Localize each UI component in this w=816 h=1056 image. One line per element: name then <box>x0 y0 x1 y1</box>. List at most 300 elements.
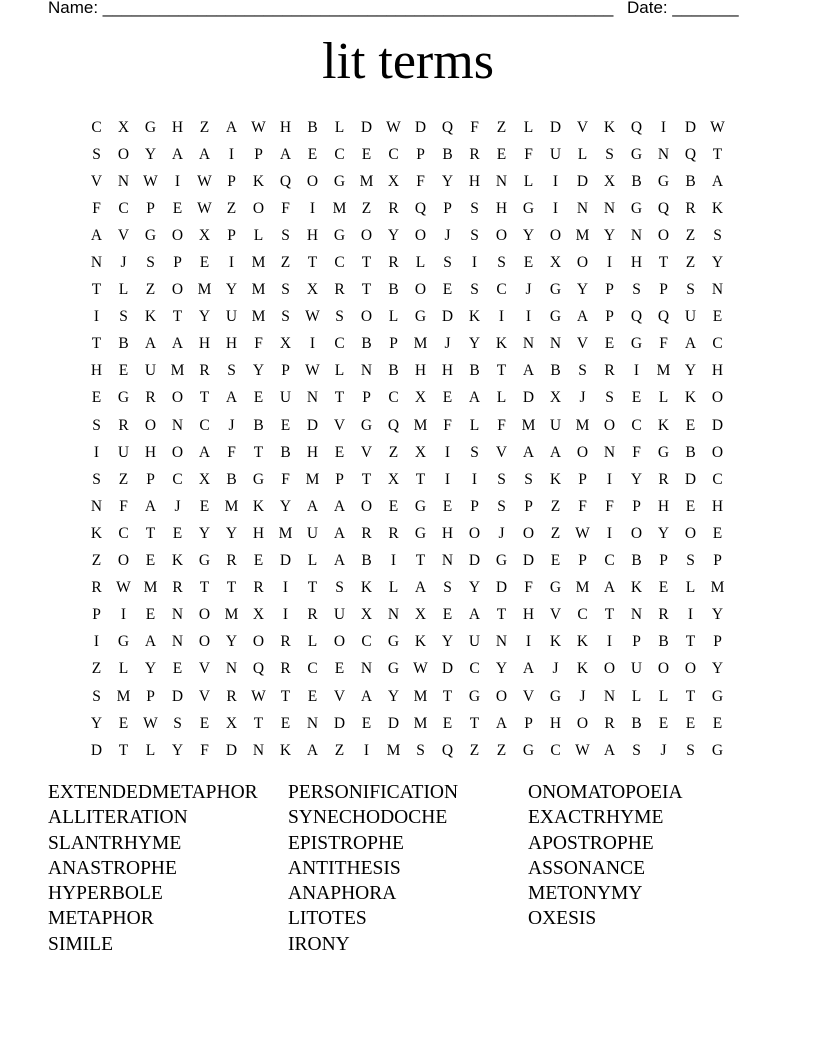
grid-letter: P <box>227 172 236 190</box>
word-bank-item: SYNECHODOCHE <box>288 807 448 829</box>
grid-row <box>83 195 731 222</box>
grid-letter: E <box>361 145 372 163</box>
grid-letter: U <box>684 308 697 326</box>
grid-letter: Y <box>279 497 292 515</box>
grid-letter: D <box>225 741 238 759</box>
grid-letter: Q <box>414 199 427 217</box>
grid-letter: A <box>90 226 103 244</box>
grid-letter: I <box>444 443 451 461</box>
grid-letter: F <box>632 443 641 461</box>
grid-letter: L <box>631 687 642 705</box>
grid-letter: T <box>226 579 237 597</box>
grid-letter: E <box>199 254 210 272</box>
grid-letter: T <box>307 579 318 597</box>
grid-letter: T <box>604 606 615 624</box>
grid-letter: E <box>658 579 669 597</box>
grid-letter: D <box>306 416 319 434</box>
grid-letter: N <box>360 362 373 380</box>
grid-row <box>83 249 731 276</box>
grid-letter: A <box>549 443 562 461</box>
grid-letter: K <box>576 633 589 651</box>
grid-letter: Y <box>144 145 157 163</box>
grid-letter: I <box>498 308 505 326</box>
grid-letter: A <box>225 118 238 136</box>
grid-letter: V <box>117 226 130 244</box>
grid-letter: H <box>711 362 724 380</box>
grid-letter: P <box>578 552 587 570</box>
grid-letter: H <box>441 362 454 380</box>
grid-letter: E <box>442 497 453 515</box>
grid-letter: I <box>228 145 235 163</box>
grid-letter: E <box>712 308 723 326</box>
grid-letter: V <box>495 443 508 461</box>
grid-letter: N <box>90 254 103 272</box>
grid-letter: U <box>117 443 130 461</box>
grid-letter: O <box>684 524 697 542</box>
grid-letter: S <box>119 308 128 326</box>
grid-letter: L <box>523 118 534 136</box>
grid-letter: W <box>710 118 725 136</box>
word-bank-item: APOSTROPHE <box>528 832 654 854</box>
grid-letter: E <box>361 714 372 732</box>
grid-letter: L <box>523 172 534 190</box>
grid-letter: O <box>657 226 670 244</box>
grid-letter: C <box>172 470 183 488</box>
grid-letter: D <box>549 118 562 136</box>
grid-letter: K <box>549 470 562 488</box>
grid-letter: Y <box>711 606 724 624</box>
grid-letter: S <box>713 226 722 244</box>
grid-letter: E <box>550 552 561 570</box>
grid-letter: K <box>144 308 157 326</box>
grid-row <box>83 493 731 520</box>
grid-letter: S <box>578 362 587 380</box>
grid-letter: O <box>171 226 184 244</box>
grid-letter: F <box>470 118 479 136</box>
grid-letter: E <box>604 335 615 353</box>
grid-letter: X <box>279 335 292 353</box>
grid-letter: R <box>280 660 291 678</box>
grid-letter: G <box>387 633 400 651</box>
grid-letter: S <box>92 416 101 434</box>
grid-letter: O <box>630 524 643 542</box>
grid-letter: D <box>441 308 454 326</box>
grid-letter: R <box>658 606 669 624</box>
grid-letter: V <box>576 118 589 136</box>
grid-letter: E <box>118 362 129 380</box>
grid-letter: M <box>224 497 239 515</box>
grid-letter: Y <box>441 172 454 190</box>
grid-letter: Y <box>225 633 238 651</box>
grid-letter: F <box>281 199 290 217</box>
grid-letter: A <box>306 741 319 759</box>
grid-letter: H <box>225 335 238 353</box>
grid-row <box>83 656 731 683</box>
grid-letter: G <box>495 552 508 570</box>
grid-letter: O <box>657 660 670 678</box>
grid-letter: F <box>578 497 587 515</box>
grid-letter: J <box>552 660 559 678</box>
page-title: lit terms <box>322 33 494 90</box>
grid-letter: B <box>631 172 642 190</box>
grid-letter: Z <box>91 552 102 570</box>
grid-letter: J <box>579 687 586 705</box>
grid-letter: T <box>712 145 723 163</box>
word-bank-item: PERSONIFICATION <box>288 782 459 803</box>
grid-letter: O <box>144 416 157 434</box>
grid-letter: S <box>470 199 479 217</box>
grid-letter: M <box>143 579 158 597</box>
grid-letter: J <box>228 416 235 434</box>
grid-letter: B <box>253 416 264 434</box>
grid-letter: E <box>172 524 183 542</box>
grid-letter: X <box>225 714 238 732</box>
grid-letter: G <box>360 416 373 434</box>
grid-letter: Y <box>225 524 238 542</box>
grid-letter: I <box>228 254 235 272</box>
grid-letter: E <box>145 552 156 570</box>
grid-letter: I <box>606 633 613 651</box>
grid-letter: H <box>711 497 724 515</box>
grid-letter: W <box>305 308 320 326</box>
grid-letter: N <box>603 443 616 461</box>
grid-letter: O <box>576 714 589 732</box>
grid-letter: F <box>254 335 263 353</box>
grid-letter: U <box>630 660 643 678</box>
grid-letter: D <box>414 118 427 136</box>
grid-letter: T <box>658 254 669 272</box>
grid-letter: G <box>333 172 346 190</box>
grid-letter: H <box>414 362 427 380</box>
grid-letter: G <box>387 660 400 678</box>
grid-row <box>83 222 731 249</box>
grid-letter: C <box>577 606 588 624</box>
grid-letter: Z <box>226 199 237 217</box>
grid-letter: M <box>359 172 374 190</box>
grid-letter: B <box>631 714 642 732</box>
grid-letter: P <box>146 470 155 488</box>
grid-letter: S <box>335 308 344 326</box>
grid-letter: M <box>413 714 428 732</box>
grid-letter: X <box>603 172 616 190</box>
grid-letter: Q <box>657 308 670 326</box>
grid-letter: E <box>712 714 723 732</box>
grid-letter: X <box>198 226 211 244</box>
grid-letter: M <box>575 579 590 597</box>
grid-letter: Q <box>630 308 643 326</box>
grid-letter: R <box>172 579 183 597</box>
grid-letter: A <box>495 714 508 732</box>
grid-letter: R <box>604 362 615 380</box>
grid-letter: G <box>630 199 643 217</box>
grid-letter: Y <box>198 524 211 542</box>
grid-letter: M <box>251 308 266 326</box>
grid-letter: R <box>145 389 156 407</box>
grid-letter: S <box>281 226 290 244</box>
grid-letter: I <box>687 606 694 624</box>
grid-letter: I <box>93 308 100 326</box>
grid-row <box>83 358 731 385</box>
grid-letter: C <box>91 118 102 136</box>
grid-letter: Q <box>684 145 697 163</box>
grid-letter: C <box>334 145 345 163</box>
grid-letter: B <box>361 335 372 353</box>
grid-letter: K <box>495 335 508 353</box>
grid-letter: V <box>522 687 535 705</box>
grid-letter: Y <box>711 254 724 272</box>
word-bank-item: HYPERBOLE <box>48 883 163 905</box>
grid-letter: N <box>252 741 265 759</box>
grid-letter: T <box>685 687 696 705</box>
grid-letter: I <box>120 606 127 624</box>
grid-letter: V <box>333 687 346 705</box>
grid-letter: W <box>116 579 131 597</box>
grid-letter: O <box>333 633 346 651</box>
grid-letter: C <box>631 416 642 434</box>
grid-letter: O <box>117 552 130 570</box>
grid-letter: A <box>522 443 535 461</box>
grid-letter: F <box>416 172 425 190</box>
grid-letter: D <box>333 714 346 732</box>
grid-letter: H <box>252 524 265 542</box>
grid-row <box>83 331 731 358</box>
grid-letter: O <box>252 199 265 217</box>
grid-letter: P <box>254 145 263 163</box>
grid-letter: X <box>360 606 373 624</box>
grid-letter: I <box>471 254 478 272</box>
grid-letter: F <box>524 145 533 163</box>
word-bank-item: ANAPHORA <box>288 883 397 905</box>
word-bank-item: ANTITHESIS <box>288 857 401 879</box>
grid-letter: G <box>333 226 346 244</box>
grid-letter: K <box>414 633 427 651</box>
grid-letter: E <box>334 443 345 461</box>
grid-letter: T <box>415 552 426 570</box>
grid-letter: F <box>227 443 236 461</box>
grid-letter: G <box>630 335 643 353</box>
word-bank-item: SLANTRHYME <box>48 832 182 854</box>
name-field-label: Name: ______________________________________________________ <box>48 0 614 17</box>
grid-letter: Y <box>441 633 454 651</box>
word-bank <box>48 780 768 957</box>
grid-letter: Z <box>145 281 156 299</box>
grid-letter: S <box>605 389 614 407</box>
grid-letter: G <box>414 524 427 542</box>
grid-letter: N <box>117 172 130 190</box>
grid-letter: T <box>334 389 345 407</box>
grid-letter: L <box>658 687 669 705</box>
grid-letter: C <box>118 199 129 217</box>
grid-letter: Y <box>630 470 643 488</box>
grid-letter: B <box>280 443 291 461</box>
grid-letter: W <box>575 524 590 542</box>
grid-letter: S <box>443 579 452 597</box>
grid-letter: S <box>605 145 614 163</box>
grid-letter: S <box>92 470 101 488</box>
grid-letter: R <box>388 254 399 272</box>
grid-letter: P <box>632 633 641 651</box>
grid-letter: Y <box>657 524 670 542</box>
grid-letter: T <box>307 254 318 272</box>
grid-letter: N <box>630 606 643 624</box>
grid-letter: S <box>470 281 479 299</box>
grid-letter: T <box>91 335 102 353</box>
grid-letter: J <box>444 335 451 353</box>
grid-letter: X <box>414 443 427 461</box>
grid-letter: P <box>146 199 155 217</box>
grid-letter: G <box>549 687 562 705</box>
grid-letter: O <box>252 633 265 651</box>
grid-letter: Q <box>279 172 292 190</box>
grid-letter: D <box>522 552 535 570</box>
grid-letter: T <box>469 714 480 732</box>
grid-letter: I <box>282 579 289 597</box>
grid-letter: Q <box>252 660 265 678</box>
grid-letter: N <box>171 606 184 624</box>
grid-letter: A <box>576 308 589 326</box>
grid-letter: I <box>606 524 613 542</box>
grid-letter: L <box>307 633 318 651</box>
grid-letter: M <box>116 687 131 705</box>
grid-letter: Q <box>441 741 454 759</box>
grid-row <box>83 277 731 304</box>
grid-letter: S <box>146 254 155 272</box>
grid-letter: M <box>413 416 428 434</box>
grid-letter: O <box>117 145 130 163</box>
grid-letter: X <box>198 470 211 488</box>
grid-letter: P <box>659 281 668 299</box>
grid-letter: P <box>605 308 614 326</box>
grid-letter: I <box>363 741 370 759</box>
grid-letter: T <box>361 281 372 299</box>
grid-letter: M <box>575 226 590 244</box>
word-bank-item: METONYMY <box>528 883 643 905</box>
grid-letter: N <box>306 389 319 407</box>
grid-letter: C <box>118 524 129 542</box>
grid-letter: H <box>657 497 670 515</box>
grid-letter: W <box>305 362 320 380</box>
grid-letter: J <box>120 254 127 272</box>
grid-letter: M <box>332 199 347 217</box>
word-bank-item: LITOTES <box>288 908 367 930</box>
grid-letter: O <box>522 524 535 542</box>
grid-letter: P <box>281 362 290 380</box>
grid-letter: J <box>660 741 667 759</box>
grid-letter: I <box>471 470 478 488</box>
grid-letter: O <box>414 226 427 244</box>
grid-letter: B <box>118 335 129 353</box>
grid-letter: N <box>495 172 508 190</box>
grid-letter: I <box>552 199 559 217</box>
grid-letter: G <box>522 741 535 759</box>
grid-letter: M <box>413 335 428 353</box>
grid-letter: N <box>549 335 562 353</box>
grid-letter: D <box>684 470 697 488</box>
grid-letter: O <box>684 660 697 678</box>
grid-letter: F <box>497 416 506 434</box>
grid-letter: O <box>306 172 319 190</box>
grid-letter: K <box>360 579 373 597</box>
date-field-label: Date: _______ <box>627 0 739 17</box>
grid-letter: R <box>604 714 615 732</box>
grid-letter: B <box>388 281 399 299</box>
grid-letter: Z <box>550 524 561 542</box>
grid-letter: R <box>658 470 669 488</box>
grid-letter: D <box>468 552 481 570</box>
grid-letter: A <box>603 579 616 597</box>
grid-letter: N <box>603 687 616 705</box>
grid-letter: L <box>577 145 588 163</box>
grid-letter: A <box>684 335 697 353</box>
grid-letter: S <box>281 281 290 299</box>
grid-letter: Z <box>280 254 291 272</box>
grid-letter: A <box>414 579 427 597</box>
grid-letter: Q <box>387 416 400 434</box>
grid-letter: A <box>225 389 238 407</box>
word-bank-item: ALLITERATION <box>48 807 188 829</box>
grid-letter: D <box>360 118 373 136</box>
grid-letter: P <box>335 470 344 488</box>
grid-letter: N <box>522 335 535 353</box>
grid-letter: S <box>524 470 533 488</box>
grid-letter: M <box>278 524 293 542</box>
grid-letter: E <box>523 254 534 272</box>
grid-row <box>83 304 731 331</box>
grid-letter: K <box>711 199 724 217</box>
grid-row <box>83 683 731 710</box>
grid-letter: O <box>360 497 373 515</box>
grid-letter: T <box>118 741 129 759</box>
grid-letter: V <box>90 172 103 190</box>
grid-letter: B <box>442 145 453 163</box>
grid-letter: E <box>307 687 318 705</box>
grid-letter: T <box>496 362 507 380</box>
grid-letter: H <box>495 199 508 217</box>
grid-letter: X <box>414 606 427 624</box>
grid-letter: Z <box>118 470 129 488</box>
grid-letter: G <box>414 308 427 326</box>
grid-letter: D <box>387 714 400 732</box>
grid-letter: M <box>413 687 428 705</box>
grid-letter: E <box>712 524 723 542</box>
grid-letter: L <box>253 226 264 244</box>
grid-letter: V <box>549 606 562 624</box>
grid-letter: B <box>361 552 372 570</box>
grid-letter: K <box>684 389 697 407</box>
grid-letter: O <box>495 226 508 244</box>
grid-letter: N <box>711 281 724 299</box>
grid-letter: G <box>144 118 157 136</box>
grid-letter: Y <box>684 362 697 380</box>
grid-letter: C <box>388 389 399 407</box>
grid-letter: O <box>171 443 184 461</box>
grid-letter: K <box>90 524 103 542</box>
grid-letter: G <box>711 687 724 705</box>
grid-letter: Z <box>550 497 561 515</box>
grid-letter: I <box>525 308 532 326</box>
grid-letter: K <box>468 308 481 326</box>
grid-letter: M <box>251 281 266 299</box>
grid-letter: E <box>307 145 318 163</box>
grid-letter: A <box>279 145 292 163</box>
grid-letter: Y <box>171 741 184 759</box>
grid-letter: S <box>632 741 641 759</box>
grid-letter: D <box>522 389 535 407</box>
grid-letter: G <box>549 579 562 597</box>
grid-letter: A <box>144 633 157 651</box>
grid-letter: F <box>605 497 614 515</box>
word-bank-item: EXTENDEDMETAPHOR <box>48 782 258 803</box>
